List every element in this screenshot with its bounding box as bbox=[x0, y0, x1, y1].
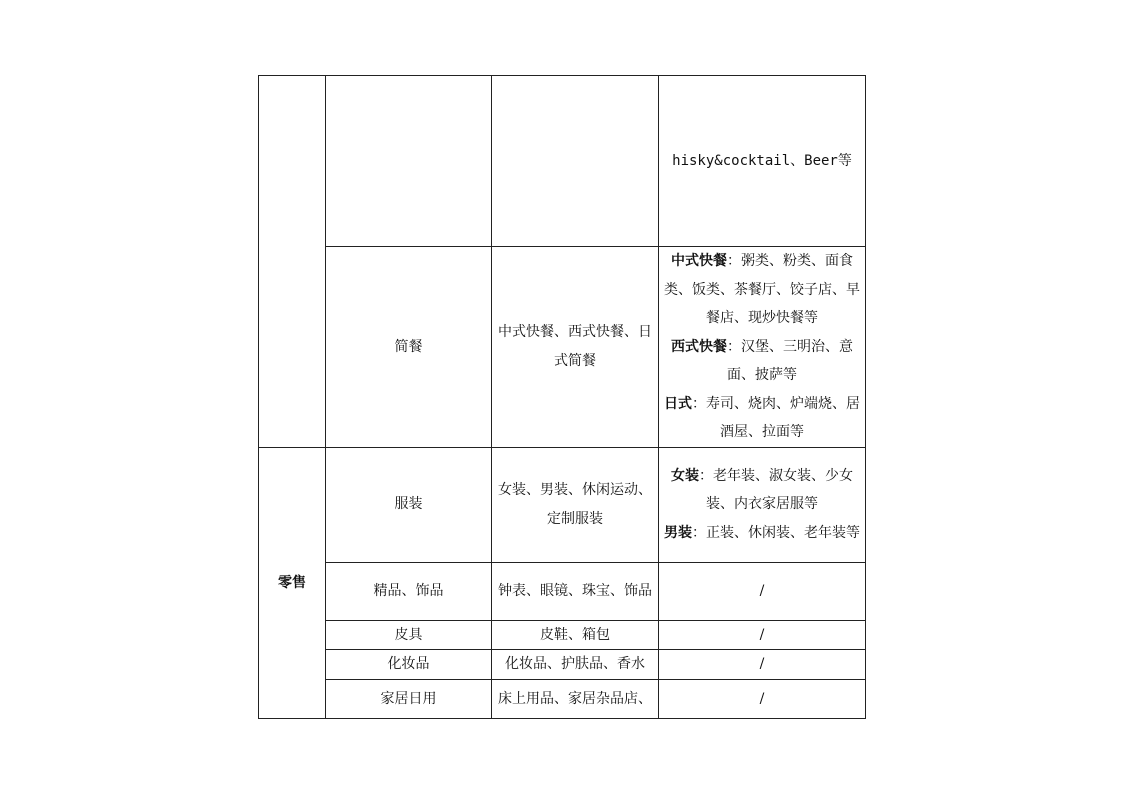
description-cell: / bbox=[659, 680, 866, 719]
types-cell bbox=[492, 447, 659, 562]
subcategory-cell: 化妆品 bbox=[326, 650, 492, 680]
description-cell: / bbox=[659, 650, 866, 680]
description-entry bbox=[659, 462, 865, 519]
entry-text: 正装、休闲装、老年装等 bbox=[706, 524, 860, 541]
types-cell: 皮鞋、箱包 bbox=[492, 620, 659, 650]
entry-label: 男装 bbox=[664, 524, 692, 541]
types-text: 中式快餐、西式快餐、日式简餐 bbox=[498, 324, 652, 369]
subcategory-cell: 皮具 bbox=[326, 620, 492, 650]
business-category-table bbox=[258, 75, 866, 719]
table-row bbox=[259, 620, 866, 650]
subcategory-cell-empty bbox=[326, 76, 492, 247]
description-entry bbox=[659, 519, 865, 548]
description-entry bbox=[659, 247, 865, 333]
category-cell: 零售 bbox=[259, 447, 326, 719]
entry-separator: ： bbox=[727, 253, 741, 269]
table-row bbox=[259, 76, 866, 247]
entry-text: 汉堡、三明治、意面、披萨等 bbox=[727, 338, 853, 383]
subcategory-cell: 家居日用 bbox=[326, 680, 492, 719]
table-row bbox=[259, 650, 866, 680]
entry-label: 中式快餐 bbox=[671, 253, 727, 269]
description-entry bbox=[659, 333, 865, 390]
entry-separator: ： bbox=[699, 467, 713, 484]
entry-separator: ： bbox=[692, 524, 706, 541]
subcategory-cell: 精品、饰品 bbox=[326, 562, 492, 620]
description-entry bbox=[659, 390, 865, 447]
table-row bbox=[259, 562, 866, 620]
description-cell: / bbox=[659, 620, 866, 650]
types-cell: 化妆品、护肤品、香水 bbox=[492, 650, 659, 680]
entry-label: 女装 bbox=[671, 467, 699, 484]
types-cell-empty bbox=[492, 76, 659, 247]
description-cell bbox=[659, 247, 866, 448]
entry-separator: ： bbox=[692, 395, 706, 412]
types-cell bbox=[492, 247, 659, 448]
entry-label: 日式 bbox=[664, 395, 692, 412]
subcategory-cell: 服装 bbox=[326, 447, 492, 562]
types-text: 女装、男装、休闲运动、定制服装 bbox=[498, 482, 652, 527]
types-text: 钟表、眼镜、珠宝、饰品 bbox=[498, 582, 652, 599]
subcategory-cell: 简餐 bbox=[326, 247, 492, 448]
table-row bbox=[259, 247, 866, 448]
table-row bbox=[259, 680, 866, 719]
description-cell: / bbox=[659, 562, 866, 620]
entry-text: 老年装、淑女装、少女装、内衣家居服等 bbox=[706, 467, 853, 513]
description-cell: hisky&cocktail、Beer等 bbox=[659, 76, 866, 247]
description-cell bbox=[659, 447, 866, 562]
types-cell bbox=[492, 562, 659, 620]
table-row bbox=[259, 447, 866, 562]
category-cell-empty bbox=[259, 76, 326, 448]
entry-label: 西式快餐 bbox=[671, 338, 727, 355]
types-cell: 床上用品、家居杂品店、 bbox=[492, 680, 659, 719]
entry-separator: ： bbox=[727, 338, 741, 355]
entry-text: 寿司、烧肉、炉端烧、居酒屋、拉面等 bbox=[706, 395, 860, 440]
entry-text: 粥类、粉类、面食类、饭类、茶餐厅、饺子店、早餐店、现炒快餐等 bbox=[664, 253, 860, 326]
